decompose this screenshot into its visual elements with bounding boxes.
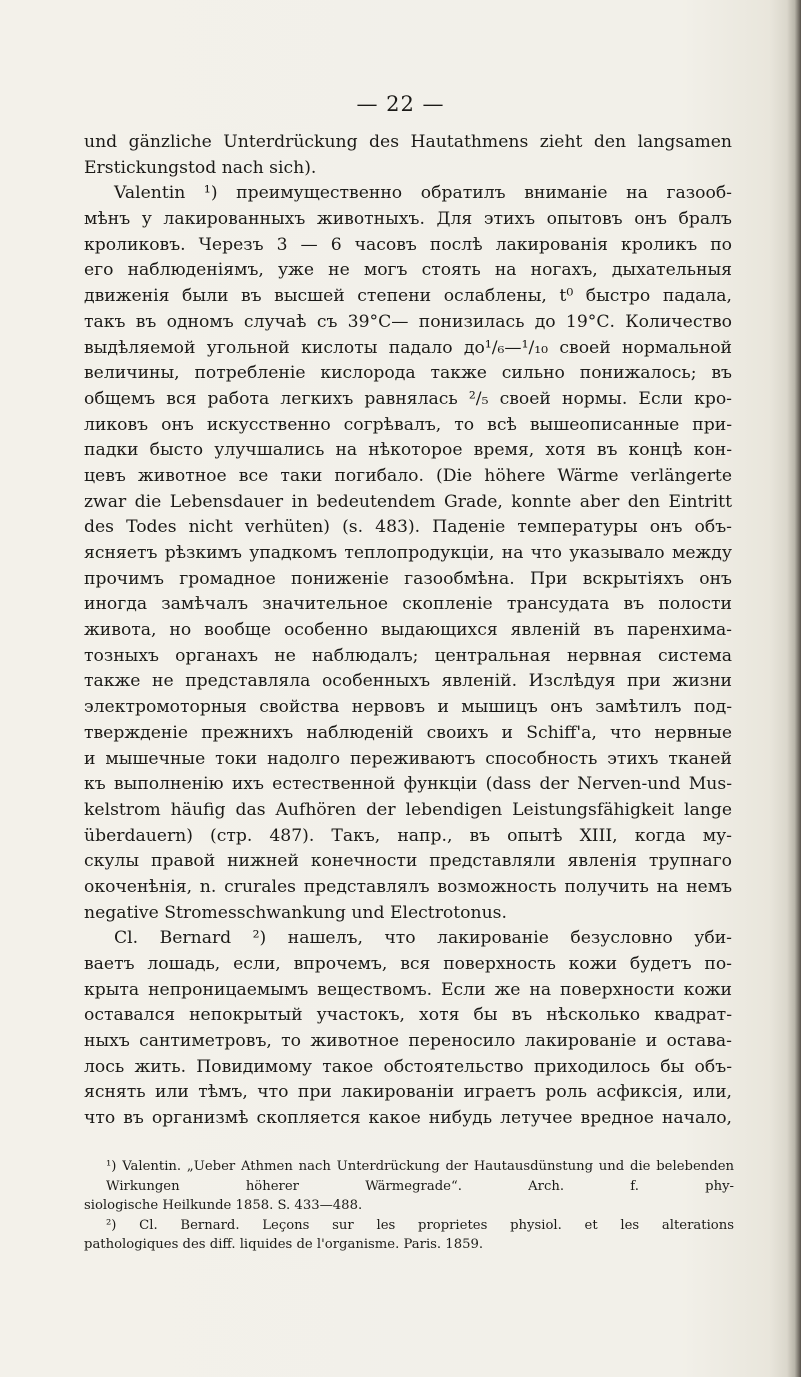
text-line: überdauern) (стр. 487). Такъ, напр., въ опытѣ XIII, когда му- [84,825,732,846]
text-line: электромоторныя свойства нервовъ и мышицъ онъ замѣтилъ под- [84,697,732,718]
text-line: ликовъ онъ искусственно согрѣвалъ, то всѣ вышеописанные при- [84,414,732,435]
text-line: ваетъ лошадь, если, впрочемъ, вся поверхность кожи будетъ по- [84,954,732,974]
page-edge-shadow [787,0,801,1377]
main-text [84,130,732,1132]
footnotes [84,1157,734,1255]
text-line: выдѣляемой угольной кислоты падало до¹/₆—¹/₁₀ своей нормальной [84,337,732,358]
text-line: окоченѣнія, n. crurales представлялъ возможность получить на немъ [84,876,732,897]
text-line: оставался непокрытый участокъ, хотя бы въ нѣсколько квадрат- [84,1005,732,1026]
text-line: und gänzliche Unterdrückung des Hautathmens zieht den langsamen [84,132,732,152]
text-line: zwar die Lebensdauer in bedeutendem Grade, konnte aber den Eintritt [84,491,732,512]
text-line: къ выполненію ихъ естественной функціи (dass der Nerven-und Mus- [84,774,732,795]
text-line: des Todes nicht verhüten) (s. 483). Паденіе температуры онъ объ- [84,517,732,538]
text-line: тозныхъ органахъ не наблюдалъ; центральная нервная система [84,645,732,666]
text-line: падки бысто улучшались на нѣкоторое время, хотя въ концѣ кон- [84,440,732,461]
text-line: движенія были въ высшей степени ослаблены, t⁰ быстро падала, [84,286,732,307]
page-number: — 22 — [356,92,445,116]
text-line: прочимъ громадное пониженіе газообмѣна. При вскрытіяхъ онъ [84,568,732,589]
text-line: ясняетъ рѣзкимъ упадкомъ теплопродукціи, на что указывало между [84,543,732,563]
text-line: и мышечные токи надолго переживаютъ способность этихъ тканей [84,748,732,769]
text-line: kelstrom häufig das Aufhören der lebendigen Leistungsfähigkeit lange [84,799,732,820]
text-line: величины, потребленіе кислорода также сильно понижалось; въ [84,363,732,384]
text-line: яснять или тѣмъ, что при лакированіи играетъ роль асфиксія, или, [84,1082,732,1103]
text-line: скулы правой нижней конечности представляли явленія трупнаго [84,851,732,872]
text-line: крыта непроницаемымъ веществомъ. Если же на поверхности кожи [84,979,732,1000]
text-line: Erstickungstod nach sich). [84,157,317,178]
footnote-line: siologische Heilkunde 1858. S. 433—488. [84,1198,363,1214]
text-line: цевъ животное все таки погибало. (Die höhere Wärme verlängerte [84,465,732,486]
text-line: живота, но вообще особенно выдающихся явленій въ паренхима- [84,620,732,641]
footnote-line: ²) Cl. Bernard. Leçons sur les proprietes physiol. et les alterations [106,1217,734,1233]
text-line: также не представляла особенныхъ явленій. Изслѣдуя при жизни [84,671,732,692]
text-line: лось жить. Повидимому такое обстоятельство приходилось бы объ- [84,1056,732,1077]
text-line: ныхъ сантиметровъ, то животное переносило лакированіе и остава- [84,1031,732,1052]
footnote-line: pathologiques des diff. liquides de l'organisme. Paris. 1859. [84,1237,484,1253]
footnote-line: ¹) Valentin. „Ueber Athmen nach Unterdrückung der Hautausdünstung und die belebenden Wirkungen höherer Wärmegrade“. Arch. f. phy- [106,1159,734,1194]
text-line: мѣнъ у лакированныхъ животныхъ. Для этихъ опытовъ онъ бралъ [84,209,732,230]
text-line: negative Stromesschwankung und Electrotonus. [84,902,507,923]
text-line: Cl. Bernard ²) нашелъ, что лакированіе безусловно уби- [114,928,732,949]
text-line: общемъ вся работа легкихъ равнялась ²/₅ своей нормы. Если кро- [84,388,732,409]
text-line: Valentin ¹) преимущественно обратилъ вниманіе на газооб- [114,183,732,204]
text-line: такъ въ одномъ случаѣ съ 39°С— понизилась до 19°С. Количество [84,311,732,332]
text-line: его наблюденіямъ, уже не могъ стоять на ногахъ, дыхательныя [84,260,732,281]
text-line: твержденіе прежнихъ наблюденій своихъ и Schiff'a, что нервные [84,722,732,743]
text-line: что въ организмѣ скопляется какое нибудь летучее вредное начало, [84,1108,732,1129]
text-line: иногда замѣчалъ значительное скопленіе трансудата въ полости [84,594,732,615]
text-line: кроликовъ. Черезъ 3 — 6 часовъ послѣ лакированія кроликъ по [84,234,732,255]
